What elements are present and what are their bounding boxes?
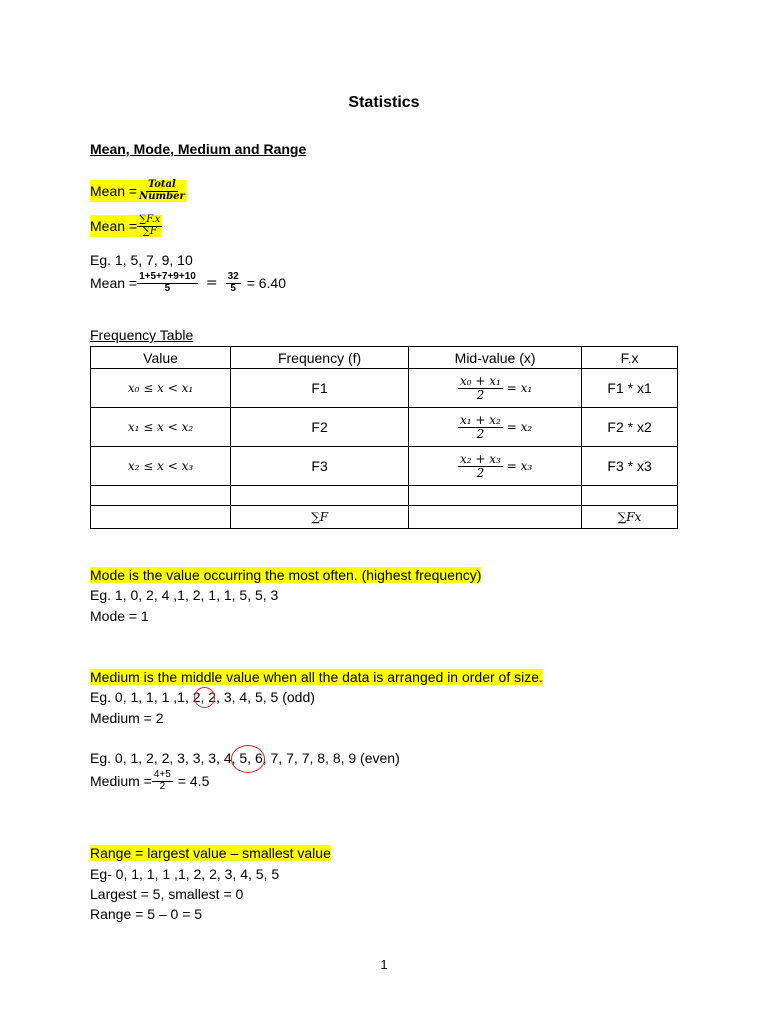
sum-fx: ∑Fx	[582, 506, 678, 529]
empty-cell	[91, 506, 231, 529]
mean-label: Mean =	[90, 275, 138, 291]
fraction-numerator: Total	[147, 179, 176, 190]
fraction-numerator: 32	[227, 271, 239, 282]
header-mid-value: Mid-value (x)	[409, 347, 582, 369]
medium-example-odd: Eg. 0, 1, 1, 1 ,1, 2, 2, 3, 4, 5, 5 (odd)	[90, 689, 315, 705]
mean-formula-total-number	[90, 180, 187, 202]
mid-value-result: = x₁	[506, 380, 533, 395]
mean-sum-fraction	[137, 215, 162, 237]
mode-result: Mode = 1	[90, 608, 149, 624]
fraction-numerator: x₂ + x₃	[460, 451, 501, 466]
medium-result-odd: Medium = 2	[90, 710, 164, 726]
fraction-denominator: 5	[230, 282, 236, 294]
sum-frequency: ∑F	[231, 506, 409, 529]
mean-formula-sum	[90, 215, 162, 237]
header-fx: F.x	[582, 347, 678, 369]
range-definition	[90, 845, 331, 861]
table-row-empty	[91, 486, 678, 506]
fraction-numerator: ∑F.x	[139, 214, 161, 225]
fraction-denominator: ∑F	[142, 225, 157, 237]
medium-value: = 4.5	[177, 773, 210, 789]
row-frequency: F2	[231, 408, 409, 447]
header-frequency: Frequency (f)	[231, 347, 409, 369]
section-heading: Mean, Mode, Medium and Range	[90, 141, 307, 157]
table-row	[91, 369, 678, 408]
highlighted-text: Medium is the middle value when all the data is arranged in order of size.	[90, 669, 543, 685]
fraction-denominator: 2	[476, 426, 485, 441]
fraction-numerator: x₁ + x₂	[460, 412, 501, 427]
medium-definition	[90, 669, 543, 685]
fraction-numerator: 1+5+7+9+10	[139, 271, 196, 282]
mean-fraction	[137, 180, 187, 202]
fraction-denominator: 2	[476, 465, 485, 480]
row-mid-value	[409, 447, 582, 486]
row-fx: F3 * x3	[582, 447, 678, 486]
range-example: Eg- 0, 1, 1, 1 ,1, 2, 2, 3, 4, 5, 5	[90, 866, 280, 882]
row-fx: F1 * x1	[582, 369, 678, 408]
frequency-table	[90, 346, 678, 529]
mode-definition	[90, 567, 481, 583]
fraction-denominator: 5	[164, 282, 171, 294]
row-mid-value	[409, 408, 582, 447]
frequency-table-caption: Frequency Table	[90, 327, 194, 343]
mid-value-result: = x₂	[506, 419, 533, 434]
empty-cell	[409, 506, 582, 529]
mean-calc-fraction	[137, 272, 198, 294]
fraction-denominator: 2	[476, 387, 485, 402]
fraction-numerator: 4+5	[153, 769, 171, 780]
highlighted-text: Mode is the value occurring the most often. (highest frequency)	[90, 567, 482, 583]
mean-result: = 6.40	[246, 275, 287, 291]
circle-annotation	[194, 687, 215, 708]
highlighted-text: Range = largest value – smallest value	[90, 845, 331, 861]
fraction-denominator: 2	[159, 780, 166, 792]
range-result: Range = 5 – 0 = 5	[90, 906, 203, 922]
row-mid-value	[409, 369, 582, 408]
mean-calc2-fraction	[226, 272, 241, 294]
mean-example: Eg. 1, 5, 7, 9, 10	[90, 252, 193, 268]
table-row	[91, 447, 678, 486]
mean-label: Mean =	[90, 218, 138, 234]
mid-value-result: = x₃	[506, 458, 533, 473]
medium-result-even	[90, 770, 209, 792]
row-frequency: F1	[231, 369, 409, 408]
medium-fraction	[152, 770, 173, 792]
header-value: Value	[91, 347, 231, 369]
empty-cell	[409, 486, 582, 506]
circle-annotation	[231, 745, 265, 773]
row-value: x₀ ≤ x < x₁	[91, 369, 231, 408]
row-frequency: F3	[231, 447, 409, 486]
table-row	[91, 408, 678, 447]
page-title: Statistics	[348, 94, 420, 111]
mode-example: Eg. 1, 0, 2, 4 ,1, 2, 1, 1, 5, 5, 3	[90, 587, 279, 603]
table-sum-row	[91, 506, 678, 529]
mean-calculation	[90, 272, 286, 294]
medium-label: Medium =	[90, 773, 152, 789]
fraction-denominator: Number	[139, 190, 185, 202]
row-value: x₁ ≤ x < x₂	[91, 408, 231, 447]
empty-cell	[231, 486, 409, 506]
table-header-row	[91, 347, 678, 369]
mean-label: Mean =	[90, 183, 138, 199]
empty-cell	[91, 486, 231, 506]
row-value: x₂ ≤ x < x₃	[91, 447, 231, 486]
range-largest-smallest: Largest = 5, smallest = 0	[90, 886, 244, 902]
empty-cell	[582, 486, 678, 506]
equals-sign: =	[205, 275, 218, 291]
fraction-numerator: x₀ + x₁	[460, 373, 501, 388]
page-number: 1	[380, 957, 388, 972]
row-fx: F2 * x2	[582, 408, 678, 447]
medium-example-even: Eg. 0, 1, 2, 2, 3, 3, 3, 4, 5, 6, 7, 7, 7, 8, 8, 9 (even)	[90, 750, 400, 766]
